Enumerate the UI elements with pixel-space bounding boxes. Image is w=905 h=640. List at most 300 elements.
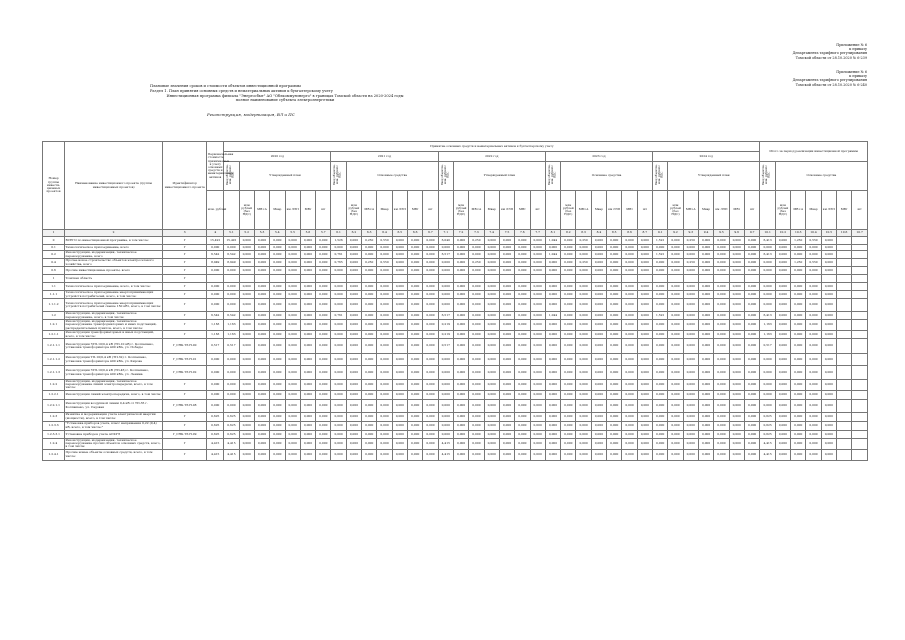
row-value: 0,000 [270, 380, 285, 391]
row-value: 0,000 [469, 299, 484, 312]
row-value: 0,000 [499, 339, 514, 354]
row-value: 0,000 [683, 299, 698, 312]
row-value: 0,000 [791, 390, 806, 399]
row-value: 4,415 [760, 449, 775, 460]
row-value [836, 399, 851, 412]
column-number: 6.2 [346, 230, 361, 237]
row-no: 1.2.2.1.1 [43, 399, 65, 412]
row-value: 0,000 [591, 449, 606, 460]
row-value: 0,000 [300, 312, 315, 320]
row-value: 0,000 [683, 438, 698, 449]
row-value: 0,000 [791, 320, 806, 331]
row-value: 1,250 [791, 237, 806, 245]
row-value: 0,000 [331, 412, 346, 421]
row-value: 0,000 [698, 251, 713, 259]
row-value: 0,000 [469, 399, 484, 412]
column-number: 9.2 [668, 230, 683, 237]
row-value: 0,000 [469, 449, 484, 460]
row-no: 1.2.1.1.3 [43, 366, 65, 380]
row-value: 0,000 [377, 380, 392, 391]
header-metric: Мвар [591, 191, 606, 230]
row-value [744, 275, 760, 283]
row-value [852, 237, 868, 245]
row-value: 0,000 [331, 421, 346, 430]
row-value: 0,000 [683, 380, 698, 391]
header-metric-blank [545, 191, 560, 230]
row-id: Г [163, 237, 207, 245]
row-value: 0,000 [224, 267, 239, 275]
row-value: 0,000 [515, 237, 530, 245]
appendix-line: к приказу [849, 74, 867, 79]
row-id: Г [163, 245, 207, 251]
row-value: 0,000 [392, 438, 407, 449]
row-value: 0,000 [821, 366, 836, 380]
row-value: 0,000 [729, 412, 744, 421]
row-value: 0,000 [469, 390, 484, 399]
row-value: 0,000 [744, 339, 760, 354]
row-value: 0,000 [270, 331, 285, 339]
row-value: 0,000 [316, 331, 331, 339]
row-value: 0,000 [499, 299, 514, 312]
title-line: Плановые значения сроков и стоимости объектов инвестиционной программы [150, 84, 301, 88]
row-value: 0,000 [698, 339, 713, 354]
column-number: 7.5 [499, 230, 514, 237]
row-value: 0,000 [316, 251, 331, 259]
row-value: 0,000 [499, 283, 514, 291]
row-value: 0,000 [239, 380, 254, 391]
row-value [852, 390, 868, 399]
row-value: 0,000 [561, 320, 576, 331]
table-row [43, 331, 868, 339]
row-value: 0,000 [346, 283, 361, 291]
column-number: 9.4 [698, 230, 713, 237]
row-value [300, 275, 315, 283]
row-value: 0,000 [469, 291, 484, 299]
row-value: 0,517 [760, 339, 775, 354]
row-value: 0,000 [254, 399, 269, 412]
row-value: 0,000 [346, 251, 361, 259]
row-value: 0,000 [545, 259, 560, 267]
row-value: 0,000 [499, 399, 514, 412]
row-value: 0,000 [545, 299, 560, 312]
row-value [836, 259, 851, 267]
row-value: 0,000 [285, 412, 300, 421]
row-value [836, 312, 851, 320]
row-value: 0,000 [254, 380, 269, 391]
row-value: 0,550 [806, 237, 821, 245]
row-value: 0,000 [775, 399, 790, 412]
row-value: 0,000 [530, 430, 545, 438]
row-value: 4,415 [760, 438, 775, 449]
row-total: 6,542 [207, 251, 224, 259]
row-total: 0,000 [207, 390, 224, 399]
row-value: 0,000 [591, 380, 606, 391]
row-value: 0,625 [224, 412, 239, 421]
row-value: 0,000 [408, 299, 423, 312]
row-value: 1,044 [545, 251, 560, 259]
row-value: 0,000 [729, 421, 744, 430]
row-name: ВСЕГО по инвестиционной программе, в том числе: [65, 237, 163, 245]
row-total: 0,000 [207, 283, 224, 291]
row-value [836, 354, 851, 366]
row-value: 0,000 [484, 430, 499, 438]
row-value: 0,000 [622, 237, 637, 245]
column-number: 6.6 [408, 230, 423, 237]
row-id: Г_СНК.ТЭ.Н-08 [163, 399, 207, 412]
row-value: 0,000 [668, 251, 683, 259]
row-value: 0,000 [346, 259, 361, 267]
row-value: 0,000 [484, 291, 499, 299]
row-value: 0,000 [285, 291, 300, 299]
row-value: 0,000 [775, 299, 790, 312]
row-value: 0,000 [653, 380, 668, 391]
row-value: 0,000 [637, 430, 652, 438]
row-value: 0,000 [438, 421, 453, 430]
column-number: 5.7 [316, 230, 331, 237]
row-value [852, 312, 868, 320]
column-number: 6.7 [423, 230, 438, 237]
header-name: Наименование инвестиционного проекта (группы инвестиционных проектов) [65, 142, 163, 230]
row-value: 0,000 [591, 399, 606, 412]
row-value: 0,000 [714, 312, 729, 320]
row-value: 0,000 [637, 380, 652, 391]
row-value: 0,000 [668, 267, 683, 275]
column-number: 5.5 [285, 230, 300, 237]
row-value: 0,000 [392, 354, 407, 366]
column-number: 10.4 [806, 230, 821, 237]
row-no: 1.2.4.1 [43, 449, 65, 460]
row-value: 0,000 [362, 412, 377, 421]
row-value: 0,000 [729, 331, 744, 339]
row-value: 0,000 [392, 380, 407, 391]
row-id: Г [163, 299, 207, 312]
row-total: 0,000 [207, 380, 224, 391]
row-value: 0,000 [622, 251, 637, 259]
row-value: 0,000 [499, 449, 514, 460]
row-id: Г [163, 421, 207, 430]
row-value: 0,000 [408, 390, 423, 399]
row-value: 0,000 [392, 291, 407, 299]
row-value: 6,413 [760, 312, 775, 320]
row-value: 0,000 [285, 354, 300, 366]
row-value: 0,000 [423, 251, 438, 259]
row-value: 0,000 [300, 283, 315, 291]
row-value: 0,000 [698, 331, 713, 339]
row-value: 0,000 [607, 430, 622, 438]
row-value: 0,000 [392, 366, 407, 380]
row-value: 0,000 [530, 267, 545, 275]
row-value: 0,000 [530, 339, 545, 354]
row-value: 0,000 [576, 390, 591, 399]
row-value: 0,000 [744, 291, 760, 299]
row-value: 0,517 [438, 339, 453, 354]
row-total: 4,415 [207, 438, 224, 449]
row-value: 0,000 [806, 399, 821, 412]
row-value: 0,000 [698, 449, 713, 460]
row-value: 0,000 [224, 245, 239, 251]
row-value: 0,000 [622, 312, 637, 320]
row-value: 0,000 [300, 267, 315, 275]
row-value: 0,000 [254, 331, 269, 339]
header-metric: МВт [408, 191, 423, 230]
row-value: 0,000 [576, 438, 591, 449]
row-value: 0,000 [729, 399, 744, 412]
row-value: 0,000 [806, 299, 821, 312]
row-value: 0,000 [499, 390, 514, 399]
row-value: 0,000 [438, 299, 453, 312]
row-value: 0,000 [714, 438, 729, 449]
row-value: 0,000 [499, 421, 514, 430]
row-value: 0,000 [453, 399, 468, 412]
row-value [453, 275, 468, 283]
row-value: 0,000 [576, 299, 591, 312]
row-value: 0,000 [683, 412, 698, 421]
row-value: 0,000 [377, 412, 392, 421]
row-value: 0,000 [254, 390, 269, 399]
row-value: 0,000 [576, 380, 591, 391]
row-value: 0,000 [576, 430, 591, 438]
row-value: 0,000 [423, 283, 438, 291]
header-metric: МВ×А [362, 191, 377, 230]
row-value: 0,000 [729, 245, 744, 251]
row-value: 0,000 [453, 380, 468, 391]
row-value: 0,000 [499, 251, 514, 259]
row-value: 0,000 [362, 283, 377, 291]
row-value: 0,000 [729, 320, 744, 331]
row-value: 0,000 [561, 259, 576, 267]
row-value [836, 267, 851, 275]
row-value: 0,000 [607, 339, 622, 354]
row-value: 0,000 [683, 251, 698, 259]
row-value: 0,000 [377, 399, 392, 412]
row-value: 6,040 [438, 237, 453, 245]
row-no: 1.1.1.2 [43, 299, 65, 312]
row-value: 0,000 [331, 339, 346, 354]
row-value: 0,000 [515, 380, 530, 391]
row-value: 0,000 [239, 312, 254, 320]
row-value: 0,000 [530, 251, 545, 259]
row-value: 0,000 [668, 299, 683, 312]
row-name: Прочие новые объекты основных средств, всего, в том числе: [65, 449, 163, 460]
column-number: 4 [207, 230, 224, 237]
row-value: 0,000 [453, 267, 468, 275]
table-row [43, 449, 868, 460]
row-value: 0,000 [545, 331, 560, 339]
row-value [852, 267, 868, 275]
row-value: 0,000 [484, 412, 499, 421]
row-value: 0,000 [683, 283, 698, 291]
row-value: 0,000 [316, 245, 331, 251]
row-value: 0,000 [408, 399, 423, 412]
row-value: 0,000 [530, 354, 545, 366]
row-value: 0,000 [821, 399, 836, 412]
row-name: Реконструкция, модернизация, техническое перевооружение, всего [65, 251, 163, 259]
row-value: 0,000 [438, 259, 453, 267]
row-value: 0,000 [607, 366, 622, 380]
row-value: 0,000 [453, 366, 468, 380]
row-value: 0,000 [515, 259, 530, 267]
row-value: 0,000 [438, 291, 453, 299]
row-value: 0,000 [316, 283, 331, 291]
row-value: 0,000 [775, 421, 790, 430]
row-no: 1.2.1 [43, 320, 65, 331]
row-value: 0,000 [285, 320, 300, 331]
header-approved: Утвержденный план [453, 162, 545, 191]
row-value: 0,000 [239, 390, 254, 399]
row-value: 0,000 [622, 399, 637, 412]
row-name: Реконструкция, модернизация, техническое перевооружение линий электропередачи, всего, в том числе: [65, 380, 163, 391]
row-value [836, 438, 851, 449]
table-row [43, 412, 868, 421]
row-value: 0,000 [530, 390, 545, 399]
row-value: 0,000 [469, 412, 484, 421]
row-value: 0,000 [346, 399, 361, 412]
column-number: 5.2 [239, 230, 254, 237]
row-value: 0,000 [239, 449, 254, 460]
appendix-block-2 [793, 70, 867, 87]
row-value: 15,491 [224, 237, 239, 245]
row-value: 0,000 [499, 291, 514, 299]
row-value: 0,000 [515, 430, 530, 438]
column-number: 10.2 [775, 230, 790, 237]
header-approved: Основные средства [775, 162, 867, 191]
row-value: 0,625 [224, 421, 239, 430]
row-value: 0,000 [821, 320, 836, 331]
row-value: 0,000 [362, 245, 377, 251]
subunit-title: Реконструкция, модернизация, ВЛ и ПС [207, 112, 295, 117]
row-total: 0,000 [207, 399, 224, 412]
row-value: 0,000 [254, 299, 269, 312]
row-value [836, 275, 851, 283]
table-row [43, 291, 868, 299]
row-value: 0,000 [653, 267, 668, 275]
header-metric-blank [760, 191, 775, 230]
row-value: 0,000 [423, 412, 438, 421]
row-value: 0,000 [775, 339, 790, 354]
row-value: 0,000 [392, 267, 407, 275]
row-value: 0,000 [469, 421, 484, 430]
row-value: 0,000 [453, 430, 468, 438]
row-value: 0,000 [346, 421, 361, 430]
row-id: Г_СНК.ТЭ.Н-02 [163, 366, 207, 380]
table-row [43, 299, 868, 312]
row-value: 0,000 [607, 283, 622, 291]
row-value: 0,000 [668, 412, 683, 421]
row-value: 0,000 [408, 291, 423, 299]
row-value: 0,000 [806, 380, 821, 391]
row-value: 0,000 [270, 438, 285, 449]
row-value: 0,000 [316, 399, 331, 412]
column-number: 8.5 [607, 230, 622, 237]
row-value: 0,000 [316, 259, 331, 267]
row-value [622, 275, 637, 283]
row-value: 0,000 [591, 421, 606, 430]
row-value: 0,000 [698, 320, 713, 331]
row-value: 4,415 [438, 449, 453, 460]
row-value: 0,000 [392, 259, 407, 267]
row-value [285, 275, 300, 283]
row-value [423, 275, 438, 283]
row-value: 0,000 [239, 283, 254, 291]
table-row [43, 339, 868, 354]
row-value: 0,000 [377, 267, 392, 275]
header-group-no: Номер группы инвести- ционных проектов [43, 142, 65, 230]
row-value [852, 449, 868, 460]
header-metric: шт [744, 191, 760, 230]
row-value: 0,000 [637, 354, 652, 366]
row-value: 0,000 [637, 339, 652, 354]
row-value: 0,000 [821, 291, 836, 299]
row-value: 0,000 [438, 267, 453, 275]
row-value: 0,000 [821, 339, 836, 354]
row-value: 0,000 [515, 412, 530, 421]
row-value [852, 339, 868, 354]
row-value: 0,000 [591, 299, 606, 312]
row-value: 0,000 [806, 354, 821, 366]
header-metric: шт [530, 191, 545, 230]
header-metric-blank [331, 191, 346, 230]
row-value: 0,000 [392, 299, 407, 312]
row-value: 0,000 [683, 331, 698, 339]
row-value: 0,000 [239, 259, 254, 267]
row-value: 0,000 [300, 354, 315, 366]
row-value: 0,000 [821, 312, 836, 320]
row-value: 0,000 [775, 259, 790, 267]
column-number: 1 [43, 230, 65, 237]
row-value: 0,000 [821, 299, 836, 312]
row-value: 0,000 [729, 438, 744, 449]
column-number: 8.2 [561, 230, 576, 237]
row-value: 0,000 [545, 412, 560, 421]
row-no: 1.2.3.3.1 [43, 430, 65, 438]
row-value: 0,000 [499, 245, 514, 251]
row-value: 0,000 [300, 380, 315, 391]
row-value: 0,000 [331, 320, 346, 331]
row-name: Реконструкция ЗТП-10/0,4 кВ (ТП-45) г. Колпашево, установка трансформатора 400 кВА, ул. Ленина [65, 366, 163, 380]
row-value: 0,000 [561, 366, 576, 380]
row-value: 0,000 [591, 366, 606, 380]
column-number: 7.3 [469, 230, 484, 237]
row-value: 0,000 [453, 312, 468, 320]
row-value: 0,000 [806, 291, 821, 299]
row-value: 0,000 [791, 283, 806, 291]
row-value: 0,000 [775, 331, 790, 339]
header-metric: км ЛЭП [821, 191, 836, 230]
row-value: 0,000 [362, 430, 377, 438]
row-id: Г [163, 331, 207, 339]
row-value: 0,000 [561, 245, 576, 251]
header-vertical-text: Ввод объектов, млн. рублей с НДС [333, 165, 342, 186]
row-value: 0,000 [576, 251, 591, 259]
row-value: 0,000 [530, 291, 545, 299]
row-value: 0,000 [331, 245, 346, 251]
row-value: 0,000 [683, 291, 698, 299]
row-value: 0,000 [576, 449, 591, 460]
row-value: 0,000 [591, 331, 606, 339]
row-value: 0,000 [806, 438, 821, 449]
row-value: 0,000 [622, 412, 637, 421]
row-value: 0,000 [316, 430, 331, 438]
row-no: 1.2 [43, 312, 65, 320]
row-total: 0,000 [207, 299, 224, 312]
row-value: 0,000 [545, 438, 560, 449]
row-value: 0,000 [224, 291, 239, 299]
row-value: 0,000 [392, 245, 407, 251]
row-value: 0,000 [806, 312, 821, 320]
row-value: 0,000 [254, 283, 269, 291]
row-value: 0,000 [622, 339, 637, 354]
row-value: 0,000 [362, 312, 377, 320]
